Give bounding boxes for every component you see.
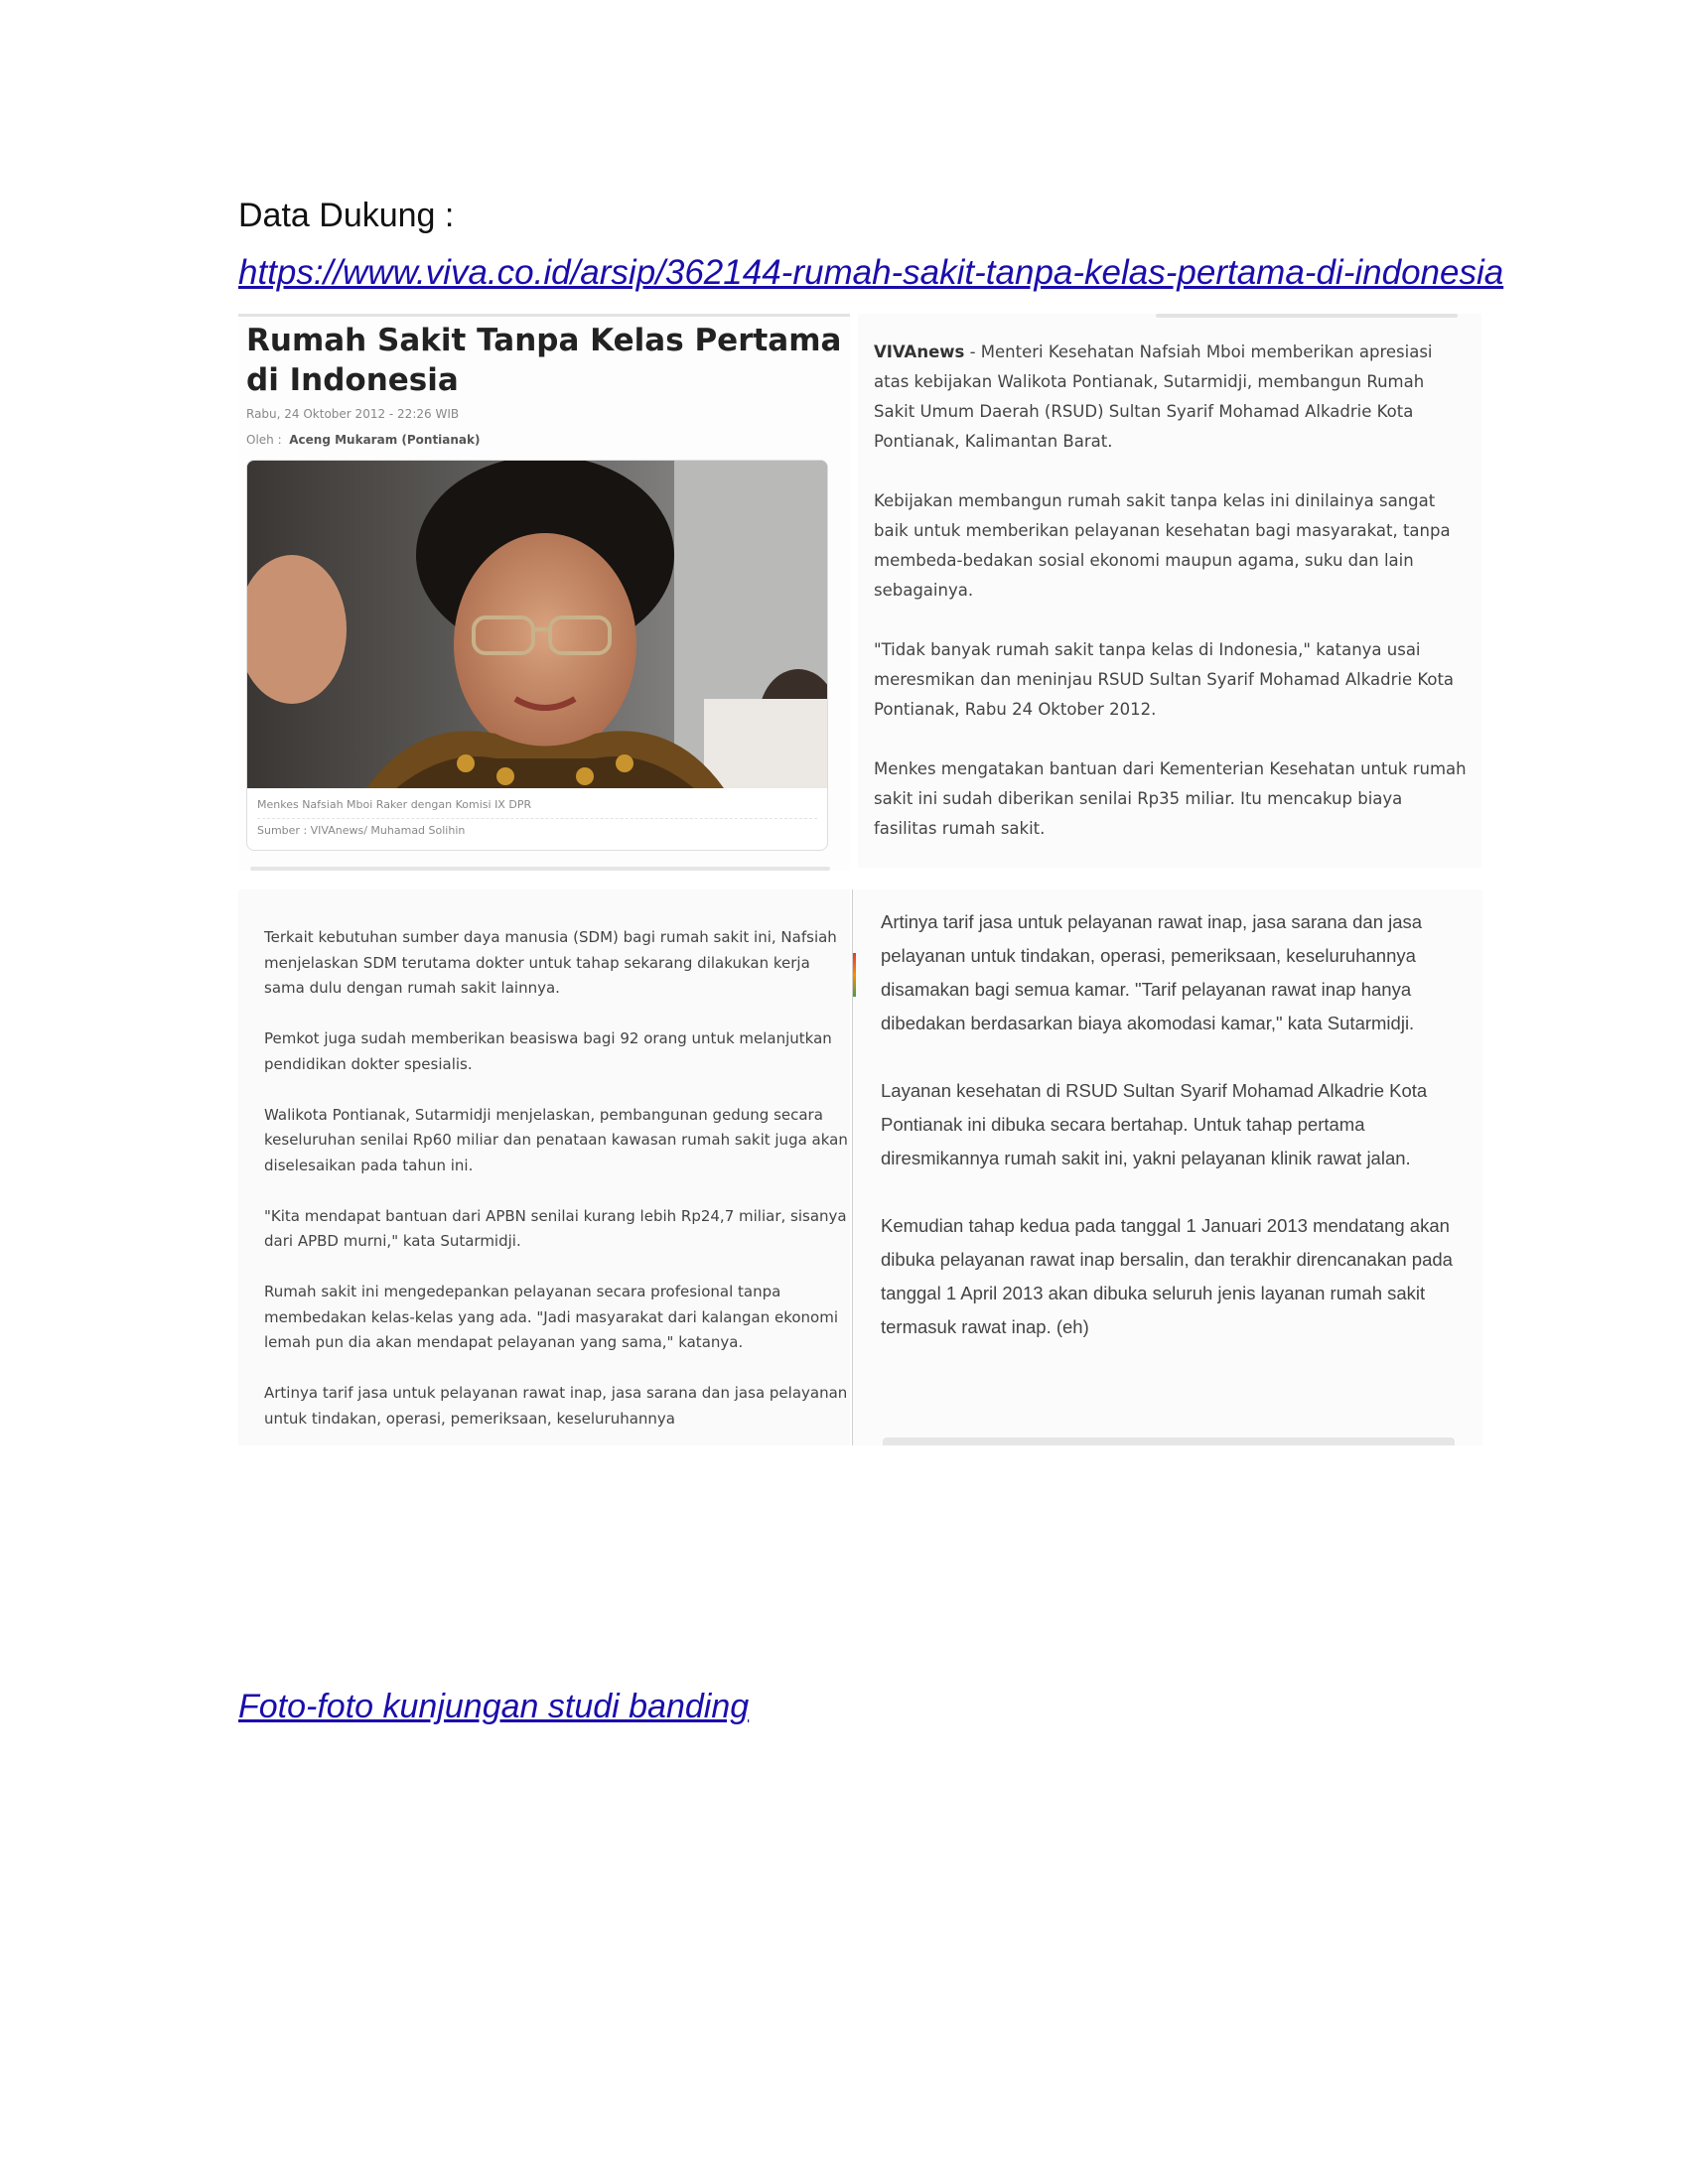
article-title: Rumah Sakit Tanpa Kelas Pertama di Indonesia — [246, 323, 842, 398]
article-byline — [246, 433, 481, 447]
article-date: Rabu, 24 Oktober 2012 - 22:26 WIB — [246, 407, 460, 421]
panel-top-edge — [1156, 314, 1458, 318]
author-name: Aceng Mukaram (Pontianak) — [289, 433, 481, 447]
panel-bottom-edge — [250, 867, 830, 871]
lead-source: VIVAnews — [874, 342, 965, 361]
caption-divider — [257, 818, 817, 819]
article-end-text: Artinya tarif jasa untuk pelayanan rawat inap, jasa sarana dan jasa pelayanan untuk tindakan, operasi, pemeriksaan, keseluruhannya disamakan bagi semua kamar. "Tarif pelayanan rawat inap hanya dibedakan berdasarkan biaya akomodasi kamar," kata Sutarmidji. Layanan kesehatan di RSUD Sultan Syarif Mohamad Alkadrie Kota Pontianak ini dibuka secara bertahap. Untuk tahap pertama diresmikannya rumah sakit ini, yakni pelayanan klinik rawat jalan. Kemudian tahap kedua pada tanggal 1 Januari 2013 mendatang akan dibuka pelayanan rawat inap bersalin, dan terakhir direncanakan pada tanggal 1 April 2013 akan dibuka seluruh jenis layanan rumah sakit termasuk rawat inap. (eh) — [881, 911, 1453, 1337]
lead-text: - Menteri Kesehatan Nafsiah Mboi memberikan apresiasi atas kebijakan Walikota Pontianak, Sutarmidji, membangun Rumah Sakit Umum Daerah (RSUD) Sultan Syarif Mohamad Alkadrie Kota Pontianak, Kalimantan Barat. — [874, 342, 1433, 451]
edge-color-mark — [853, 953, 856, 997]
photo-portrait-image — [247, 461, 827, 788]
article-middle-screenshot — [238, 889, 850, 1445]
article-middle-text: Terkait kebutuhan sumber daya manusia (SDM) bagi rumah sakit ini, Nafsiah menjelaskan SDM terutama dokter untuk tahap sekarang dilakukan kerja sama dulu dengan rumah sakit lainnya. Pemkot juga sudah memberikan beasiswa bagi 92 orang untuk melanjutkan pendidikan dokter spesialis. Walikota Pontianak, Sutarmidji menjelaskan, pembangunan gedung secara keseluruhan senilai Rp60 miliar dan penataan kawasan rumah sakit juga akan diselesaikan pada tahun ini. "Kita mendapat bantuan dari APBN senilai kurang lebih Rp24,7 miliar, sisanya dari APBD murni," kata Sutarmidji. Rumah sakit ini mengedepankan pelayanan secara profesional tanpa membedakan kelas-kelas yang ada. "Jadi masyarakat dari kalangan ekonomi lemah pun dia akan mendapat pelayanan yang sama," katanya. Artinya tarif jasa untuk pelayanan rawat inap, jasa sarana dan jasa pelayanan untuk tindakan, operasi, pemeriksaan, keseluruhannya — [264, 928, 848, 1428]
author-label: Oleh : — [246, 433, 282, 447]
section-heading: Data Dukung : — [238, 197, 455, 234]
photo-card — [246, 460, 828, 851]
photos-link[interactable]: Foto-foto kunjungan studi banding — [238, 1688, 750, 1725]
article-intro-screenshot — [858, 314, 1481, 868]
article-intro-text — [874, 338, 1470, 844]
panel-bottom-edge — [883, 1437, 1455, 1445]
source-link[interactable]: https://www.viva.co.id/arsip/362144-rumah-sakit-tanpa-kelas-pertama-di-indonesia — [238, 253, 1504, 292]
article-photo — [247, 461, 827, 788]
article-header-screenshot — [238, 314, 850, 871]
intro-body: Kebijakan membangun rumah sakit tanpa kelas ini dinilainya sangat baik untuk memberikan pelayanan kesehatan bagi masyarakat, tanpa membeda-bedakan sosial ekonomi maupun agama, suku dan lain sebagainya. "Tidak banyak rumah sakit tanpa kelas di Indonesia," katanya usai meresmikan dan meninjau RSUD Sultan Syarif Mohamad Alkadrie Kota Pontianak, Rabu 24 Oktober 2012. Menkes mengatakan bantuan dari Kementerian Kesehatan untuk rumah sakit ini sudah diberikan senilai Rp35 miliar. Itu mencakup biaya fasilitas rumah sakit. — [874, 491, 1467, 838]
photo-caption: Menkes Nafsiah Mboi Raker dengan Komisi IX DPR — [257, 798, 532, 811]
article-end-screenshot — [852, 889, 1482, 1445]
photo-source: Sumber : VIVAnews/ Muhamad Solihin — [257, 824, 466, 837]
